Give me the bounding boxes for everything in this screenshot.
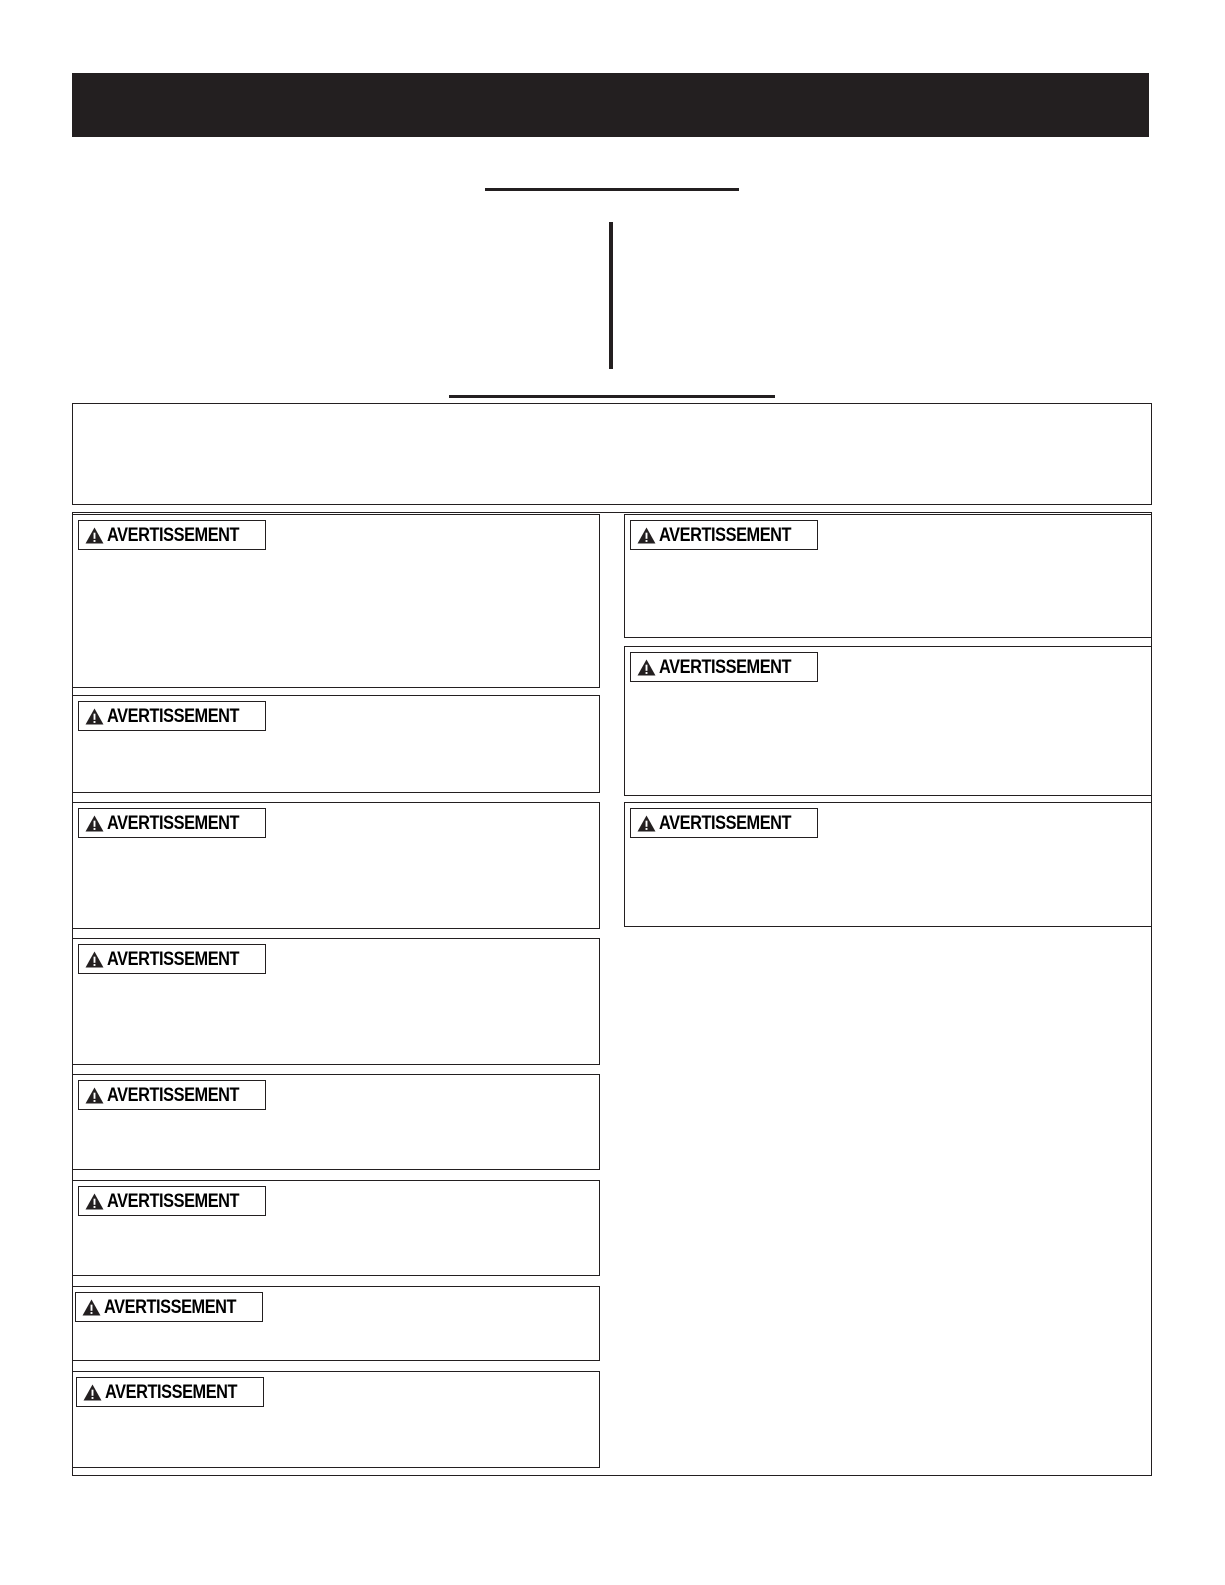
warning-box — [624, 802, 1152, 927]
warning-triangle-icon — [85, 1193, 104, 1210]
warning-triangle-icon — [83, 1384, 102, 1401]
warning-label-text: AVERTISSEMENT — [107, 948, 240, 970]
warning-triangle-icon — [637, 659, 656, 676]
warning-label — [630, 652, 818, 682]
warning-label — [78, 701, 266, 731]
warning-label-text: AVERTISSEMENT — [107, 524, 240, 546]
warning-triangle-icon — [637, 815, 656, 832]
warning-label — [76, 1377, 264, 1407]
warning-box — [72, 514, 600, 688]
warning-label-text: AVERTISSEMENT — [105, 1381, 238, 1403]
warning-triangle-icon — [82, 1299, 101, 1316]
warning-triangle-icon — [85, 527, 104, 544]
warning-triangle-icon — [85, 708, 104, 725]
warning-label-text: AVERTISSEMENT — [107, 812, 240, 834]
warning-label-text: AVERTISSEMENT — [107, 1190, 240, 1212]
warning-label-text: AVERTISSEMENT — [659, 656, 792, 678]
warning-triangle-icon — [85, 951, 104, 968]
warning-label — [78, 520, 266, 550]
warning-box — [72, 695, 600, 793]
center-divider — [609, 222, 613, 369]
warning-box — [624, 514, 1152, 638]
warning-box — [72, 938, 600, 1065]
warning-box — [72, 1371, 600, 1468]
warning-box — [72, 1180, 600, 1276]
warning-label — [78, 808, 266, 838]
warning-label-text: AVERTISSEMENT — [659, 524, 792, 546]
warning-box — [72, 1286, 600, 1361]
warning-box — [72, 802, 600, 929]
warning-label-text: AVERTISSEMENT — [107, 705, 240, 727]
warning-label-text: AVERTISSEMENT — [104, 1296, 237, 1318]
intro-box — [72, 403, 1152, 505]
warning-triangle-icon — [85, 815, 104, 832]
warning-label — [78, 944, 266, 974]
warning-box — [72, 1074, 600, 1170]
warning-label-text: AVERTISSEMENT — [659, 812, 792, 834]
section-underline — [449, 395, 775, 398]
warning-label — [630, 520, 818, 550]
warning-box — [624, 646, 1152, 796]
warning-triangle-icon — [637, 527, 656, 544]
title-underline — [485, 188, 739, 191]
warning-label — [630, 808, 818, 838]
warning-label — [78, 1186, 266, 1216]
header-bar — [72, 73, 1149, 137]
warning-label — [78, 1080, 266, 1110]
warning-triangle-icon — [85, 1087, 104, 1104]
warning-label-text: AVERTISSEMENT — [107, 1084, 240, 1106]
warning-label — [75, 1292, 263, 1322]
